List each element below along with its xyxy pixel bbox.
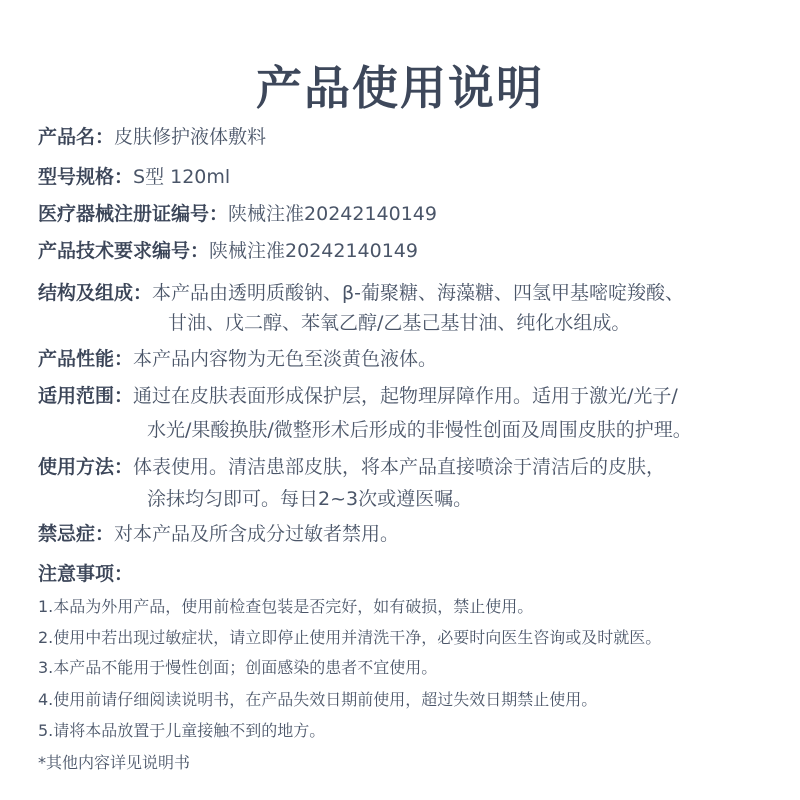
- note-item: 1.本品为外用产品，使用前检查包装是否完好，如有破损，禁止使用。: [38, 597, 534, 616]
- note-item: 3.本产品不能用于慢性创面；创面感染的患者不宜使用。: [38, 658, 438, 677]
- composition-label: 结构及组成：: [38, 282, 153, 304]
- composition-line1: 本产品由透明质酸钠、β-葡聚糖、海藻糖、四氢甲基嘧啶羧酸、: [152, 282, 684, 304]
- composition-line2: 甘油、戊二醇、苯氧乙醇/乙基己基甘油、纯化水组成。: [168, 312, 631, 334]
- notes-heading: 注意事项：: [38, 563, 134, 585]
- usage-label: 使用方法：: [38, 456, 134, 478]
- tech-requirement-label: 产品技术要求编号：: [38, 240, 210, 262]
- scope-line2: 水光/果酸换肤/微整形术后形成的非慢性创面及周围皮肤的护理。: [147, 419, 692, 441]
- product-name-value: 皮肤修护液体敷料: [114, 126, 267, 148]
- tech-requirement-value: 陕械注准20242140149: [209, 240, 418, 262]
- product-name-label: 产品名：: [38, 126, 115, 148]
- field-contraindication: [38, 519, 399, 549]
- registration-value: 陕械注准20242140149: [228, 203, 437, 225]
- field-model: [38, 162, 230, 192]
- field-composition: [38, 278, 684, 308]
- model-value: S型 120ml: [133, 166, 231, 188]
- note-item: 4.使用前请仔细阅读说明书，在产品失效日期前使用，超过失效日期禁止使用。: [38, 690, 598, 709]
- usage-line2: 涂抹均匀即可。每日2~3次或遵医嘱。: [147, 488, 473, 510]
- footnote: *其他内容详见说明书: [38, 753, 191, 772]
- model-label: 型号规格：: [38, 166, 134, 188]
- field-product-name: [38, 122, 266, 152]
- field-performance: [38, 344, 437, 374]
- scope-label: 适用范围：: [38, 385, 134, 407]
- field-tech-requirement: [38, 236, 418, 266]
- field-registration: [38, 199, 437, 229]
- usage-line1: 体表使用。清洁患部皮肤，将本产品直接喷涂于清洁后的皮肤，: [133, 456, 666, 478]
- contraindication-label: 禁忌症：: [38, 523, 115, 545]
- field-usage: [38, 452, 665, 482]
- contraindication-value: 对本产品及所含成分过敏者禁用。: [114, 523, 400, 545]
- registration-label: 医疗器械注册证编号：: [38, 203, 229, 225]
- scope-line1: 通过在皮肤表面形成保护层，起物理屏障作用。适用于激光/光子/: [133, 385, 678, 407]
- field-scope: [38, 381, 678, 411]
- page-title: 产品使用说明: [256, 61, 544, 115]
- note-item: 5.请将本品放置于儿童接触不到的地方。: [38, 721, 326, 740]
- note-item: 2.使用中若出现过敏症状，请立即停止使用并清洗干净，必要时向医生咨询或及时就医。: [38, 628, 662, 647]
- performance-label: 产品性能：: [38, 348, 134, 370]
- performance-value: 本产品内容物为无色至淡黄色液体。: [133, 348, 438, 370]
